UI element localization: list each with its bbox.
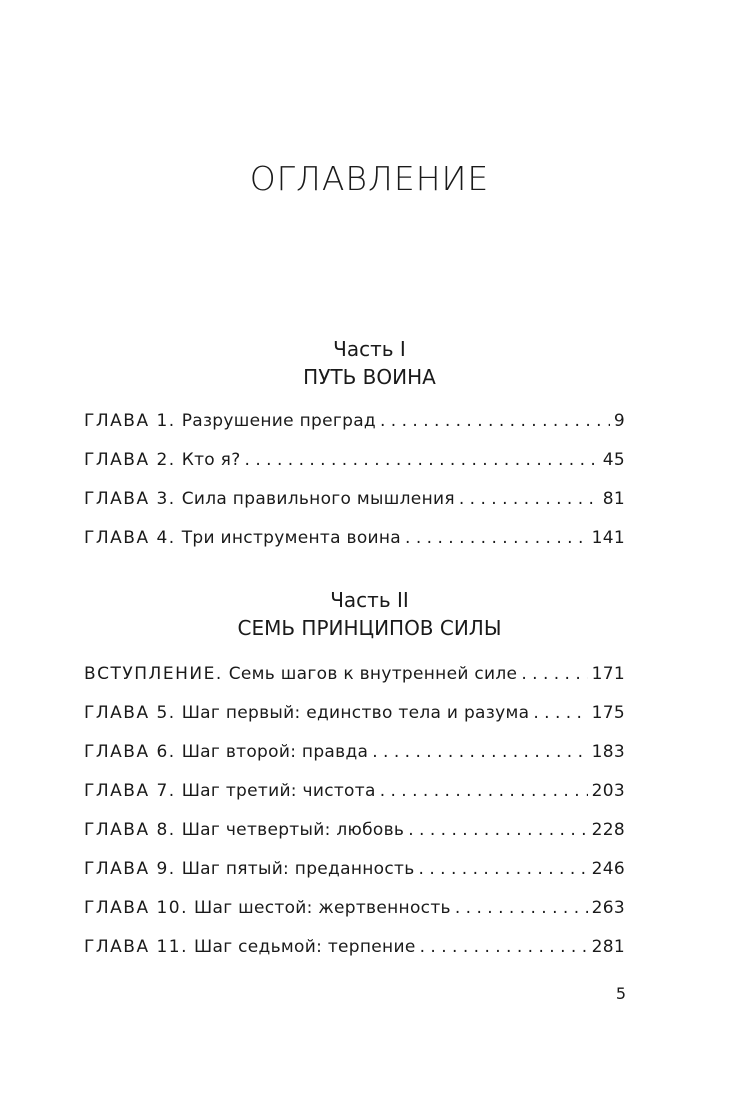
page-ref: 9 <box>613 411 625 431</box>
toc-entry <box>84 894 625 933</box>
part-number: Часть II <box>330 588 409 612</box>
chapter-title: Шаг третий: чистота <box>181 781 376 801</box>
toc-entry <box>84 816 625 855</box>
toc-list-part-1 <box>84 407 625 563</box>
page-ref: 203 <box>591 781 625 801</box>
chapter-label: ГЛАВА 4. <box>84 528 176 548</box>
part-heading <box>0 335 739 391</box>
dot-leader <box>420 933 588 961</box>
chapter-label: ГЛАВА 2. <box>84 450 176 470</box>
chapter-label: ГЛАВА 10. <box>84 898 189 918</box>
dot-leader <box>533 699 587 727</box>
dot-leader <box>245 446 599 474</box>
chapter-title: Разрушение преград <box>181 411 376 431</box>
dot-leader <box>521 660 587 688</box>
dot-leader <box>372 738 587 766</box>
page-ref: 45 <box>602 450 625 470</box>
page-ref: 141 <box>591 528 625 548</box>
chapter-title: Шаг шестой: жертвенность <box>194 898 451 918</box>
dot-leader <box>455 894 588 922</box>
toc-entry <box>84 777 625 816</box>
dot-leader <box>380 777 588 805</box>
page-number: 5 <box>615 984 626 1003</box>
toc-entry <box>84 660 625 699</box>
chapter-label: ГЛАВА 8. <box>84 820 176 840</box>
chapter-label: ВСТУПЛЕНИЕ. <box>84 664 223 684</box>
dot-leader <box>459 485 599 513</box>
page-ref: 81 <box>602 489 625 509</box>
toc-entry <box>84 485 625 524</box>
chapter-title: Сила правильного мышления <box>181 489 455 509</box>
toc-entry <box>84 407 625 446</box>
chapter-title: Кто я? <box>181 450 241 470</box>
toc-entry <box>84 933 625 972</box>
dot-leader <box>380 407 610 435</box>
toc-entry <box>84 524 625 563</box>
chapter-title: Семь шагов к внутренней силе <box>228 664 518 684</box>
chapter-title: Шаг четвертый: любовь <box>181 820 405 840</box>
toc-entry <box>84 699 625 738</box>
chapter-title: Три инструмента воина <box>181 528 402 548</box>
dot-leader <box>405 524 588 552</box>
page-ref: 171 <box>591 664 625 684</box>
toc-entry <box>84 855 625 894</box>
chapter-label: ГЛАВА 1. <box>84 411 176 431</box>
chapter-title: Шаг первый: единство тела и разума <box>181 703 530 723</box>
chapter-title: Шаг второй: правда <box>181 742 369 762</box>
page-title: ОГЛАВЛЕНИЕ <box>249 159 490 198</box>
part-number: Часть I <box>333 337 406 361</box>
page-ref: 281 <box>591 937 625 957</box>
dot-leader <box>419 855 588 883</box>
chapter-title: Шаг седьмой: терпение <box>194 937 416 957</box>
chapter-label: ГЛАВА 3. <box>84 489 176 509</box>
chapter-label: ГЛАВА 7. <box>84 781 176 801</box>
part-heading <box>0 586 739 642</box>
chapter-title: Шаг пятый: преданность <box>181 859 415 879</box>
chapter-label: ГЛАВА 9. <box>84 859 176 879</box>
page-ref: 263 <box>591 898 625 918</box>
dot-leader <box>408 816 587 844</box>
page-ref: 183 <box>591 742 625 762</box>
toc-list-part-2 <box>84 660 625 972</box>
chapter-label: ГЛАВА 6. <box>84 742 176 762</box>
page-ref: 246 <box>591 859 625 879</box>
page-ref: 228 <box>591 820 625 840</box>
part-name: СЕМЬ ПРИНЦИПОВ СИЛЫ <box>237 616 502 640</box>
page-ref: 175 <box>591 703 625 723</box>
toc-entry <box>84 738 625 777</box>
chapter-label: ГЛАВА 11. <box>84 937 189 957</box>
part-name: ПУТЬ ВОИНА <box>303 365 436 389</box>
toc-entry <box>84 446 625 485</box>
chapter-label: ГЛАВА 5. <box>84 703 176 723</box>
